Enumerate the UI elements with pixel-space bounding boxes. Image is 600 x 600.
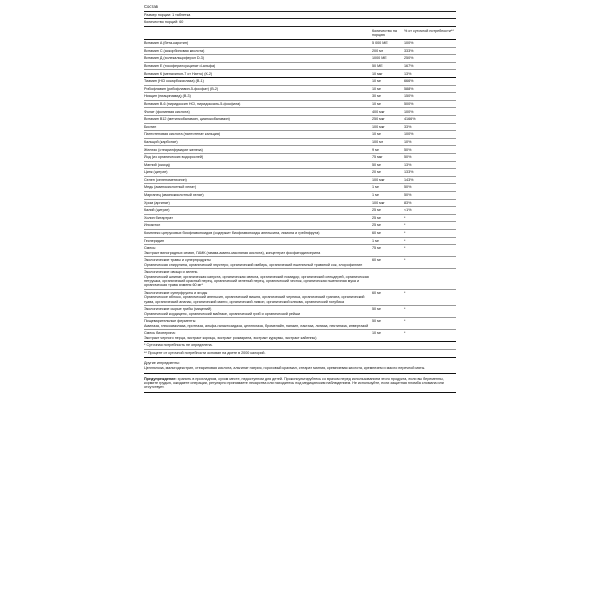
nutrient-cell (144, 289, 372, 305)
amount-per-serving: 9 мг (372, 146, 404, 154)
daily-value-percent: * (404, 222, 456, 230)
table-row (144, 306, 456, 318)
nutrient-detail: Амилаза, глюкоамилаза, протеаза, альфа-галактозидаза, целлюлаза, бромелайн, папаин, лактаза, липаза, пектиназа, инвертазой (144, 323, 369, 328)
daily-value-percent: * (404, 289, 456, 305)
nutrient-name: Смесь биоперина: (144, 331, 176, 336)
nutrient-name: Хром (аргинат) (144, 200, 170, 205)
table-row (144, 138, 456, 146)
table-row (144, 78, 456, 86)
table-row (144, 318, 456, 330)
amount-per-serving: 10 мг (372, 100, 404, 108)
nutrient-name: Холин битартрат (144, 215, 173, 220)
footnote-double-star: ** Процент от суточной потребности основан на диете в 2000 калорий. (144, 350, 456, 358)
table-row (144, 176, 456, 184)
nutrient-cell (144, 40, 372, 48)
nutrient-cell (144, 123, 372, 131)
daily-value-percent: 4166% (404, 116, 456, 124)
nutrient-cell (144, 154, 372, 162)
table-row (144, 123, 456, 131)
nutrient-name: Кальций (карбонат) (144, 139, 178, 144)
nutrient-name: Селен (селенометионин) (144, 177, 187, 182)
table-row (144, 245, 456, 257)
daily-value-percent: * (404, 229, 456, 237)
table-row (144, 199, 456, 207)
nutrient-name: Тиамин (HCl кокарбоксилаза) (B-1) (144, 79, 204, 84)
nutrient-name: Смесь: (144, 246, 157, 251)
table-row (144, 47, 456, 55)
amount-per-serving: 10 мкг (372, 70, 404, 78)
daily-value-percent: <1% (404, 207, 456, 215)
daily-value-percent: 10% (404, 138, 456, 146)
daily-value-percent: 133% (404, 169, 456, 177)
nutrient-name: Витамин E (токоферилсукцинат d-альфа) (144, 63, 216, 68)
nutrient-name: Экологические травы и суперпродукты (144, 258, 211, 263)
nutrient-cell (144, 146, 372, 154)
warning-text: хранить в прохладном, сухом месте, недоступном для детей. Проконсультируйтесь со врачом перед использованием этого продукта, если вы беременны, кормите грудью, ожидаете операции, регулярно принимаете лекарства или находитесь под медицинским наблюдением. Не используйте, если защитная пломба сломана или отсутствует. (144, 376, 444, 390)
daily-value-percent: * (404, 214, 456, 222)
table-row (144, 237, 456, 245)
table-row (144, 289, 456, 305)
nutrient-cell (144, 207, 372, 215)
nutrient-name: Витамин К (менахинон-7 от Натто) (К-2) (144, 71, 213, 76)
amount-per-serving: 20 мг (372, 169, 404, 177)
servings-per-container: Количество порций: 60 (144, 19, 456, 27)
table-row (144, 257, 456, 269)
nutrient-name: Пантотеновая кислота (пантотенат кальция) (144, 132, 221, 137)
nutrient-cell (144, 269, 372, 290)
daily-value-percent: 333% (404, 47, 456, 55)
table-row (144, 131, 456, 139)
column-header-amount: Количество на порцию (372, 27, 404, 40)
daily-value-percent: 100% (404, 131, 456, 139)
nutrient-cell (144, 62, 372, 70)
nutrient-cell (144, 237, 372, 245)
table-row (144, 55, 456, 63)
nutrient-cell (144, 330, 372, 342)
amount-per-serving: 10 мг (372, 131, 404, 139)
table-row (144, 40, 456, 48)
daily-value-percent: 150% (404, 93, 456, 101)
nutrient-cell (144, 47, 372, 55)
nutrient-name: Железо (стеарилфумарат железа) (144, 147, 203, 152)
daily-value-percent: 83% (404, 199, 456, 207)
daily-value-percent: * (404, 245, 456, 257)
nutrient-detail: Органический кордицепс, органический майтаке, органический гриб и органический рейши (144, 311, 301, 316)
nutrient-name: Йод (из органических водорослей) (144, 155, 204, 160)
amount-per-serving: 1 мг (372, 237, 404, 245)
nutrient-name: Рибофлавин (рибофлавин-5-фосфат) (B-2) (144, 86, 219, 91)
amount-per-serving: 30 мг (372, 93, 404, 101)
nutrient-name: Витамин B-6 (пиридоксин HCl, пиридоксаль-5-фосфата) (144, 101, 241, 106)
amount-per-serving: 75 мг (372, 245, 404, 257)
amount-per-serving: 100 мкг (372, 199, 404, 207)
daily-value-percent: * (404, 306, 456, 318)
daily-value-percent: 13% (404, 70, 456, 78)
daily-value-percent: * (404, 330, 456, 342)
nutrient-cell (144, 229, 372, 237)
table-row (144, 108, 456, 116)
nutrient-cell (144, 199, 372, 207)
nutrient-detail: Экстракт виноградных семян, ГАМК (гамма-амино-масляная кислота), концентрат фосфатидилсерина (144, 250, 321, 255)
daily-value-percent: * (404, 237, 456, 245)
amount-per-serving: 5 000 МЕ (372, 40, 404, 48)
amount-per-serving: 60 мг (372, 257, 404, 269)
table-row (144, 191, 456, 199)
daily-value-percent: 143% (404, 176, 456, 184)
amount-per-serving: 10 мг (372, 85, 404, 93)
daily-value-percent: 50% (404, 184, 456, 192)
table-row (144, 161, 456, 169)
column-header-name (144, 27, 372, 40)
amount-per-serving: 75 мкг (372, 154, 404, 162)
nutrient-cell (144, 70, 372, 78)
nutrient-cell (144, 131, 372, 139)
table-row (144, 184, 456, 192)
amount-per-serving: 60 мг (372, 229, 404, 237)
daily-value-percent (404, 269, 456, 290)
daily-value-percent: 50% (404, 154, 456, 162)
nutrient-name: Биотин (144, 124, 157, 129)
nutrient-name: Витамин Д (холекальциферол D-3) (144, 56, 205, 61)
amount-per-serving: 25 мг (372, 214, 404, 222)
nutrient-name: Магний (оксид) (144, 162, 170, 167)
amount-per-serving: 250 мкг (372, 116, 404, 124)
nutrient-cell (144, 161, 372, 169)
nutrient-detail: Органическое яблоко, органический апельсин, органический вишня, органический черника, органический граната, органический гуава, органический ананас, органический манго, органический лимон, органический клюква, органический голубика (144, 295, 365, 304)
daily-value-percent: 588% (404, 85, 456, 93)
nutrient-name: Витамин C (аскорбиновая кислота) (144, 48, 205, 53)
table-row (144, 169, 456, 177)
table-row (144, 146, 456, 154)
nutrient-cell (144, 93, 372, 101)
nutrient-cell (144, 78, 372, 86)
table-row (144, 269, 456, 290)
daily-value-percent: 500% (404, 100, 456, 108)
nutrient-detail: Экстракт черного перца, экстракт корицы, экстракт розмарина, экстракт куркумы, экстракт кайенны) (144, 335, 317, 340)
nutrient-cell (144, 55, 372, 63)
amount-per-serving: 100 мкг (372, 123, 404, 131)
amount-per-serving: 100 мкг (372, 176, 404, 184)
table-row (144, 70, 456, 78)
nutrition-table (144, 27, 456, 342)
daily-value-percent: 50% (404, 191, 456, 199)
amount-per-serving: 100 мг (372, 138, 404, 146)
amount-per-serving: 50 МЕ (372, 62, 404, 70)
nutrient-name: Калий (цитрат) (144, 208, 170, 213)
nutrient-cell (144, 245, 372, 257)
nutrient-cell (144, 191, 372, 199)
column-header-row (144, 27, 456, 40)
nutrient-cell (144, 108, 372, 116)
amount-per-serving: 10 мг (372, 78, 404, 86)
daily-value-percent: 250% (404, 55, 456, 63)
nutrient-cell (144, 138, 372, 146)
amount-per-serving: 50 мг (372, 318, 404, 330)
supplement-facts-document (144, 4, 456, 393)
table-row (144, 85, 456, 93)
nutrient-name: Витамин B12 (метилкобаламин, цианокобаламин) (144, 117, 230, 122)
nutrient-name: Инозитол (144, 223, 161, 228)
amount-per-serving: 50 мг (372, 306, 404, 318)
amount-per-serving: 25 мг (372, 207, 404, 215)
daily-value-percent: 100% (404, 108, 456, 116)
nutrient-name: Цинк (цитрат) (144, 170, 168, 175)
table-row (144, 93, 456, 101)
amount-per-serving: 1000 МЕ (372, 55, 404, 63)
nutrient-name: Витамин A (бета-каротин) (144, 41, 189, 46)
nutrient-cell (144, 318, 372, 330)
table-row (144, 330, 456, 342)
other-ingredients-text: Целлюлоза, мальтодекстрин, стеариновая кислота, альгинат натрия, гороховый крахмал, стеарат магния, кремниевая кислота, кремнезем и масло перечной мяты. (144, 366, 456, 373)
nutrient-detail: Органическая спирулина, органический эпустеро, органический имбирь, органический пшеничный травяной сок, хлорофиллин (144, 262, 363, 267)
nutrient-name: Экологические сырые грибы (мицелий) (144, 307, 212, 312)
table-row (144, 116, 456, 124)
nutrient-name: Медь (аминокислотный хелат) (144, 185, 197, 190)
amount-per-serving: 10 мг (372, 330, 404, 342)
daily-value-percent: * (404, 318, 456, 330)
other-ingredients-title: Другие ингредиенты: (144, 360, 180, 365)
daily-value-percent: * (404, 257, 456, 269)
warning-label: Предупреждение: (144, 376, 177, 381)
amount-per-serving: 400 мкг (372, 108, 404, 116)
amount-per-serving (372, 269, 404, 290)
nutrient-name: Фолат (фолиевая кислота) (144, 109, 190, 114)
daily-value-percent: 13% (404, 161, 456, 169)
nutrient-cell (144, 306, 372, 318)
table-row (144, 214, 456, 222)
nutrient-cell (144, 214, 372, 222)
nutrient-cell (144, 257, 372, 269)
table-row (144, 222, 456, 230)
nutrient-name: Марганец (аминокислотный хелат) (144, 193, 204, 198)
amount-per-serving: 1 мг (372, 184, 404, 192)
daily-value-percent: 666% (404, 78, 456, 86)
daily-value-percent: 167% (404, 62, 456, 70)
footnote-star: * Суточная потребность не определена. (144, 342, 456, 350)
amount-per-serving: 1 мг (372, 191, 404, 199)
amount-per-serving: 25 мг (372, 222, 404, 230)
amount-per-serving: 200 мг (372, 47, 404, 55)
nutrient-name: Гесперидин (144, 238, 165, 243)
nutrient-cell (144, 100, 372, 108)
nutrient-name: Комплекс цитрусовых биофлавоноидов (содержит биофлавоноиды апельсина, лимона и грейпфрута) (144, 231, 320, 236)
amount-per-serving: 60 мг (372, 289, 404, 305)
table-row (144, 229, 456, 237)
daily-value-percent: 33% (404, 123, 456, 131)
amount-per-serving: 50 мг (372, 161, 404, 169)
nutrient-cell (144, 176, 372, 184)
nutrient-name: Ниацин (ниацинамид) (B-3) (144, 94, 191, 99)
nutrient-detail: Органический шпинат, органическая капуста, органическая свекла, органический помидор, органический сельдерей, органическая петрушка, органический красный перец, органический зеленый перец, органический чеснок, органическая пшеничная мука и органическая трава ячменя 60 мг* (144, 274, 369, 288)
nutrient-cell (144, 184, 372, 192)
daily-value-percent: 50% (404, 146, 456, 154)
daily-value-percent: 100% (404, 40, 456, 48)
serving-size: Размер порции: 1 таблетка (144, 12, 456, 20)
warning-paragraph (144, 374, 456, 393)
nutrient-name: Экологические овощи и зелень (144, 270, 198, 275)
table-row (144, 62, 456, 70)
table-row (144, 100, 456, 108)
nutrient-cell (144, 169, 372, 177)
table-row (144, 154, 456, 162)
nutrient-cell (144, 85, 372, 93)
document-title: Состав (144, 4, 456, 12)
nutrient-cell (144, 222, 372, 230)
column-header-dv: % от суточной потребности** (404, 27, 456, 40)
nutrient-name: Пищеварительные ферменты (144, 319, 196, 324)
nutrient-name: Экологические суперфрукты и ягоды (144, 291, 208, 296)
table-row (144, 207, 456, 215)
nutrient-cell (144, 116, 372, 124)
